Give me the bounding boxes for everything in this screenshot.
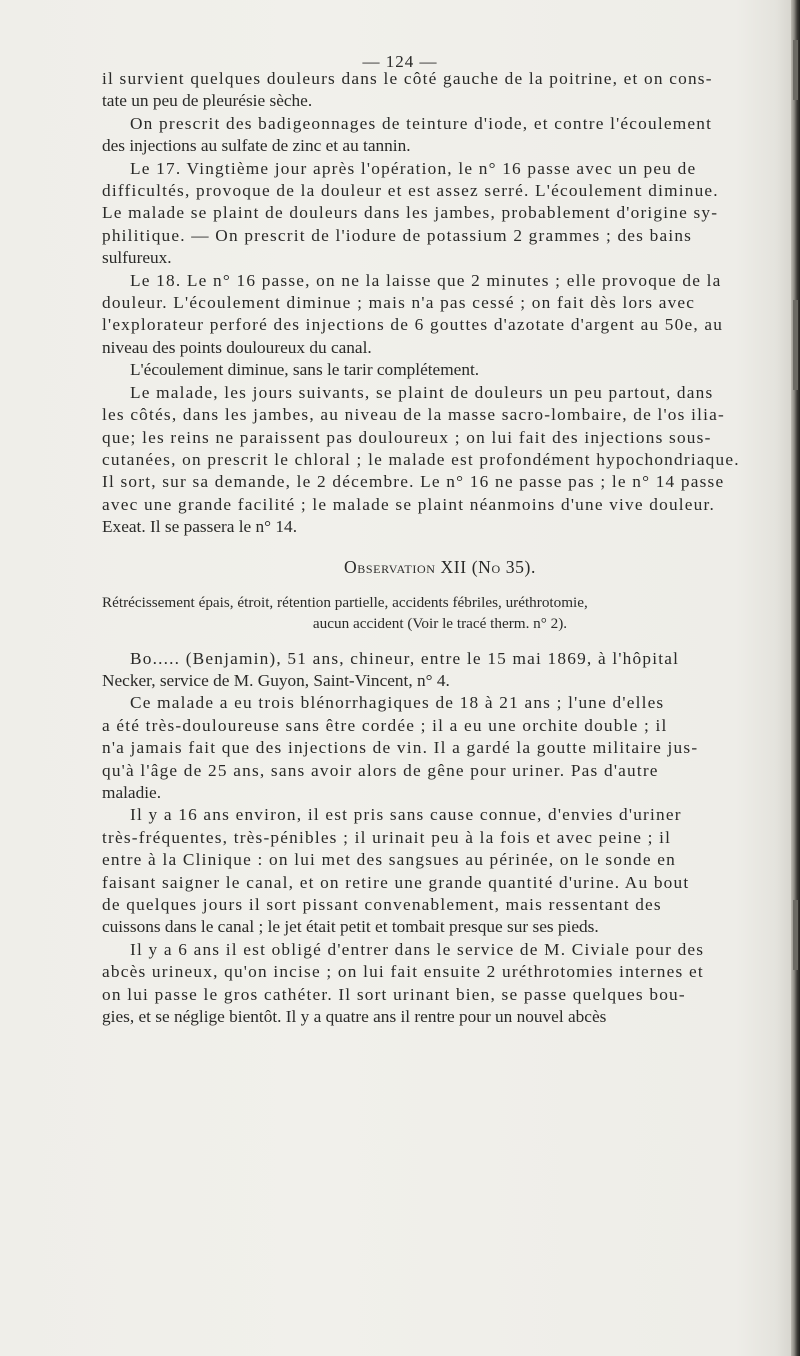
paragraph-16-ans — [102, 804, 778, 938]
text-part-case — [102, 648, 778, 1029]
text-line: cuissons dans le canal ; le jet était petit et tombait presque sur ses pieds. — [102, 917, 599, 937]
paragraph-malade-douleurs — [102, 382, 778, 539]
text-line: maladie. — [102, 782, 162, 802]
text-line: philitique. — On prescrit de l'iodure de potassium 2 grammes ; des bains — [102, 225, 693, 245]
text-line: n'a jamais fait que des injections de vin. Il a gardé la goutte militaire jus- — [102, 738, 699, 758]
text-line: On prescrit des badigeonnages de teinture d'iode, et contre l'écoulement — [130, 113, 713, 133]
text-line: Ce malade a eu trois blénorrhagiques de 18 à 21 ans ; l'une d'elles — [130, 693, 665, 713]
text-line: Il y a 16 ans environ, il est pris sans cause connue, d'envies d'uriner — [130, 805, 682, 825]
text-line: tate un peu de pleurésie sèche. — [102, 91, 313, 111]
text-line: a été très-douloureuse sans être cordée ; il a eu une orchite double ; il — [102, 715, 668, 735]
observation-summary — [102, 592, 778, 634]
text-line: Le 17. Vingtième jour après l'opération, le n° 16 passe avec un peu de — [130, 158, 697, 178]
text-line: Bo..... (Benjamin), 51 ans, chineur, entre le 15 mai 1869, à l'hôpital — [130, 648, 680, 668]
text-part-before-observation — [102, 68, 778, 539]
body-text — [102, 68, 778, 1028]
text-line: niveau des points douloureux du canal. — [102, 337, 372, 357]
summary-line: Rétrécissement épais, étroit, rétention partielle, accidents fébriles, uréthrotomie, — [102, 593, 588, 611]
page-number: — 124 — — [362, 52, 438, 71]
text-line: on lui passe le gros cathéter. Il sort urinant bien, se passe quelques bou- — [102, 984, 686, 1004]
text-line: Le malade se plaint de douleurs dans les jambes, probablement d'origine sy- — [102, 203, 719, 223]
text-line: entre à la Clinique : on lui met des sangsues au périnée, on le sonde en — [102, 850, 676, 870]
paragraph-ecoulement-diminue — [102, 359, 778, 381]
paragraph-6-ans — [102, 939, 778, 1029]
text-line: il survient quelques douleurs dans le côté gauche de la poitrine, et on cons- — [102, 69, 713, 88]
edge-mark — [793, 900, 798, 970]
summary-line: aucun accident (Voir le tracé therm. n° 2). — [312, 614, 568, 632]
text-line: qu'à l'âge de 25 ans, sans avoir alors de gêne pour uriner. Pas d'autre — [102, 760, 659, 780]
text-line: l'explorateur perforé des injections de 6 gouttes d'azotate d'argent au 50e, au — [102, 315, 724, 335]
paragraph-le-17 — [102, 158, 778, 270]
text-line: de quelques jours il sort pissant convenablement, mais ressentant des — [102, 895, 662, 914]
paragraph-benjamin — [102, 648, 778, 693]
text-line: douleur. L'écoulement diminue ; mais n'a pas cessé ; on fait dès lors avec — [102, 293, 696, 313]
text-line: que; les reins ne paraissent pas douloureux ; on lui fait des injections sous- — [102, 427, 712, 447]
text-line: Il y a 6 ans il est obligé d'entrer dans le service de M. Civiale pour des — [130, 939, 705, 959]
text-line: Le 18. Le n° 16 passe, on ne la laisse que 2 minutes ; elle provoque de la — [130, 270, 722, 290]
text-line: L'écoulement diminue, sans le tarir complétement. — [130, 360, 480, 380]
text-line: avec une grande facilité ; le malade se plaint néanmoins d'une vive douleur. — [102, 494, 716, 514]
text-line: Exeat. Il se passera le n° 14. — [102, 517, 298, 537]
text-line: gies, et se néglige bientôt. Il y a quatre ans il rentre pour un nouvel abcès — [102, 1007, 607, 1027]
text-line: faisant saigner le canal, et on retire une grande quantité d'urine. Au bout — [102, 872, 690, 892]
paragraph-blennorrhagiques — [102, 692, 778, 804]
paragraph-pleuresie — [102, 68, 778, 113]
text-line: Le malade, les jours suivants, se plaint de douleurs un peu partout, dans — [130, 382, 714, 402]
paragraph-prescription-iode — [102, 113, 778, 158]
text-line: difficultés, provoque de la douleur et est assez serré. L'écoulement diminue. — [102, 181, 719, 201]
text-line: Il sort, sur sa demande, le 2 décembre. Le n° 16 ne passe pas ; le n° 14 passe — [102, 472, 725, 492]
text-line: abcès urineux, qu'on incise ; on lui fait ensuite 2 uréthrotomies internes et — [102, 962, 704, 982]
text-line: cutanées, on prescrit le chloral ; le malade est profondément hypochondriaque. — [102, 449, 740, 469]
paragraph-le-18 — [102, 270, 778, 360]
text-line: Necker, service de M. Guyon, Saint-Vincent, n° 4. — [102, 670, 450, 690]
text-line: des injections au sulfate de zinc et au tannin. — [102, 136, 411, 156]
text-line: sulfureux. — [102, 248, 172, 268]
text-line: les côtés, dans les jambes, au niveau de la masse sacro-lombaire, de l'os ilia- — [102, 405, 725, 425]
observation-title: Observation XII (No 35). — [344, 556, 536, 577]
edge-mark — [793, 300, 798, 390]
text-line: très-fréquentes, très-pénibles ; il urinait peu à la fois et avec peine ; il — [102, 827, 672, 847]
page-edge-shadow — [791, 0, 800, 1356]
